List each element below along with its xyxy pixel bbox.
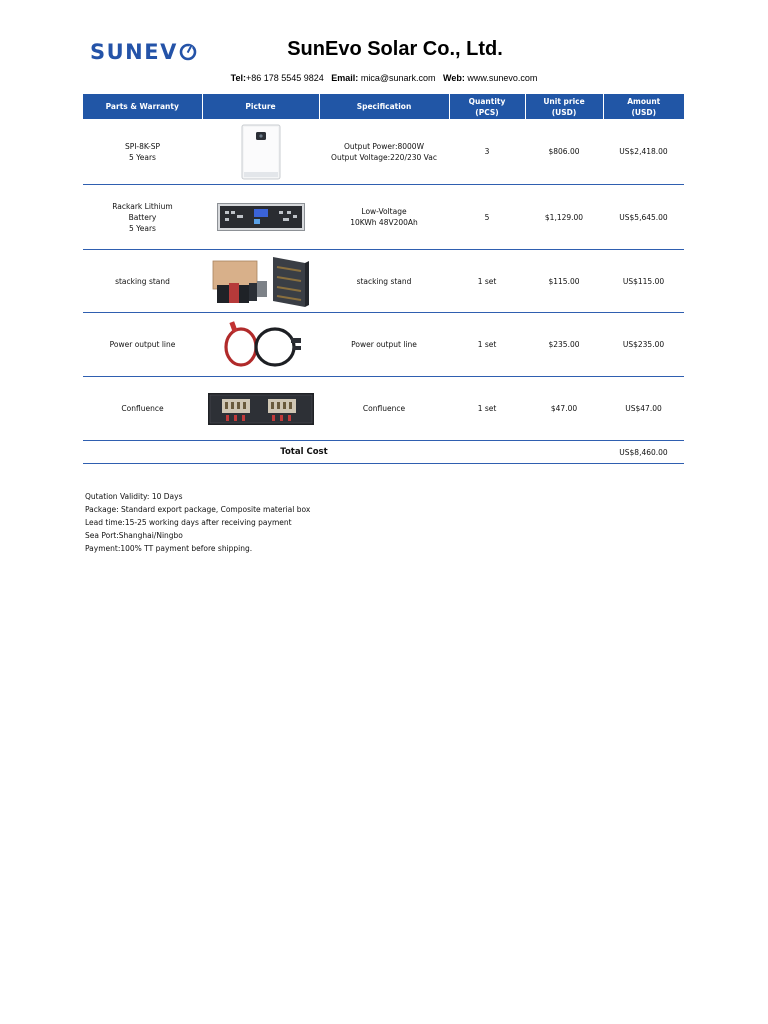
table-row — [83, 313, 684, 377]
total-spacer — [525, 441, 603, 464]
web-value[interactable]: www.sunevo.com — [467, 73, 538, 83]
table-row — [83, 185, 684, 250]
qty-cell: 3 — [449, 119, 525, 185]
note-payment: Payment:100% TT payment before shipping. — [85, 544, 253, 553]
stacking-stand-image — [211, 253, 311, 309]
qty-cell: 1 set — [449, 377, 525, 441]
part-cell: Confluence — [83, 377, 202, 441]
header-quantity: Quantity (PCS) — [449, 94, 525, 119]
qty-cell: 1 set — [449, 250, 525, 313]
tel-label: Tel: — [230, 73, 246, 83]
company-logo — [90, 38, 210, 66]
amount-cell: US$115.00 — [603, 250, 684, 313]
note-validity: Qutation Validity: 10 Days — [85, 492, 183, 501]
qty-cell: 5 — [449, 185, 525, 250]
unit-price-cell: $806.00 — [525, 119, 603, 185]
amount-cell: US$2,418.00 — [603, 119, 684, 185]
spec-cell: Confluence — [319, 377, 449, 441]
tel-value: +86 178 5545 9824 — [245, 73, 324, 83]
cable-image — [219, 320, 303, 370]
spec-cell: Power output line — [319, 313, 449, 377]
confluence-box-image — [208, 393, 314, 425]
spec-cell: stacking stand — [319, 250, 449, 313]
header-specification: Specification — [319, 94, 449, 119]
table-row — [83, 250, 684, 313]
spec-cell: Low-Voltage 10KWh 48V200Ah — [319, 185, 449, 250]
company-name: SunEvo Solar Co., Ltd. — [287, 38, 503, 60]
picture-cell — [202, 377, 319, 441]
inverter-image — [241, 124, 281, 180]
header-parts: Parts & Warranty — [83, 94, 202, 119]
part-cell: Power output line — [83, 313, 202, 377]
picture-cell — [202, 250, 319, 313]
terms-notes — [85, 490, 310, 555]
email-value[interactable]: mica@sunark.com — [360, 73, 436, 83]
picture-cell — [202, 313, 319, 377]
note-package: Package: Standard export package, Composite material box — [85, 505, 311, 514]
picture-cell — [202, 119, 319, 185]
total-label: Total Cost — [83, 441, 525, 464]
spec-cell: Output Power:8000W Output Voltage:220/230 Vac — [319, 119, 449, 185]
part-cell: SPI-8K-SP 5 Years — [83, 119, 202, 185]
total-row — [83, 441, 684, 464]
table-header-row — [83, 94, 684, 119]
amount-cell: US$47.00 — [603, 377, 684, 441]
header-picture: Picture — [202, 94, 319, 119]
web-label: Web: — [443, 73, 465, 83]
part-cell: stacking stand — [83, 250, 202, 313]
part-cell: Rackark Lithium Battery 5 Years — [83, 185, 202, 250]
unit-price-cell: $235.00 — [525, 313, 603, 377]
amount-cell: US$5,645.00 — [603, 185, 684, 250]
amount-cell: US$235.00 — [603, 313, 684, 377]
header-amount: Amount (USD) — [603, 94, 684, 119]
contact-line — [84, 73, 684, 83]
table-row — [83, 377, 684, 441]
rack-battery-image — [217, 203, 305, 231]
logo-text: SUNEV — [90, 40, 178, 64]
unit-price-cell: $47.00 — [525, 377, 603, 441]
table-row — [83, 119, 684, 185]
total-amount: US$8,460.00 — [603, 441, 684, 464]
note-sea-port: Sea Port:Shanghai/Ningbo — [85, 531, 183, 540]
picture-cell — [202, 185, 319, 250]
note-lead-time: Lead time:15-25 working days after receiving payment — [85, 518, 292, 527]
unit-price-cell: $115.00 — [525, 250, 603, 313]
unit-price-cell: $1,129.00 — [525, 185, 603, 250]
power-o-icon — [179, 43, 197, 61]
qty-cell: 1 set — [449, 313, 525, 377]
quotation-table — [83, 94, 684, 464]
email-label: Email: — [331, 73, 359, 83]
header-unit-price: Unit price (USD) — [525, 94, 603, 119]
